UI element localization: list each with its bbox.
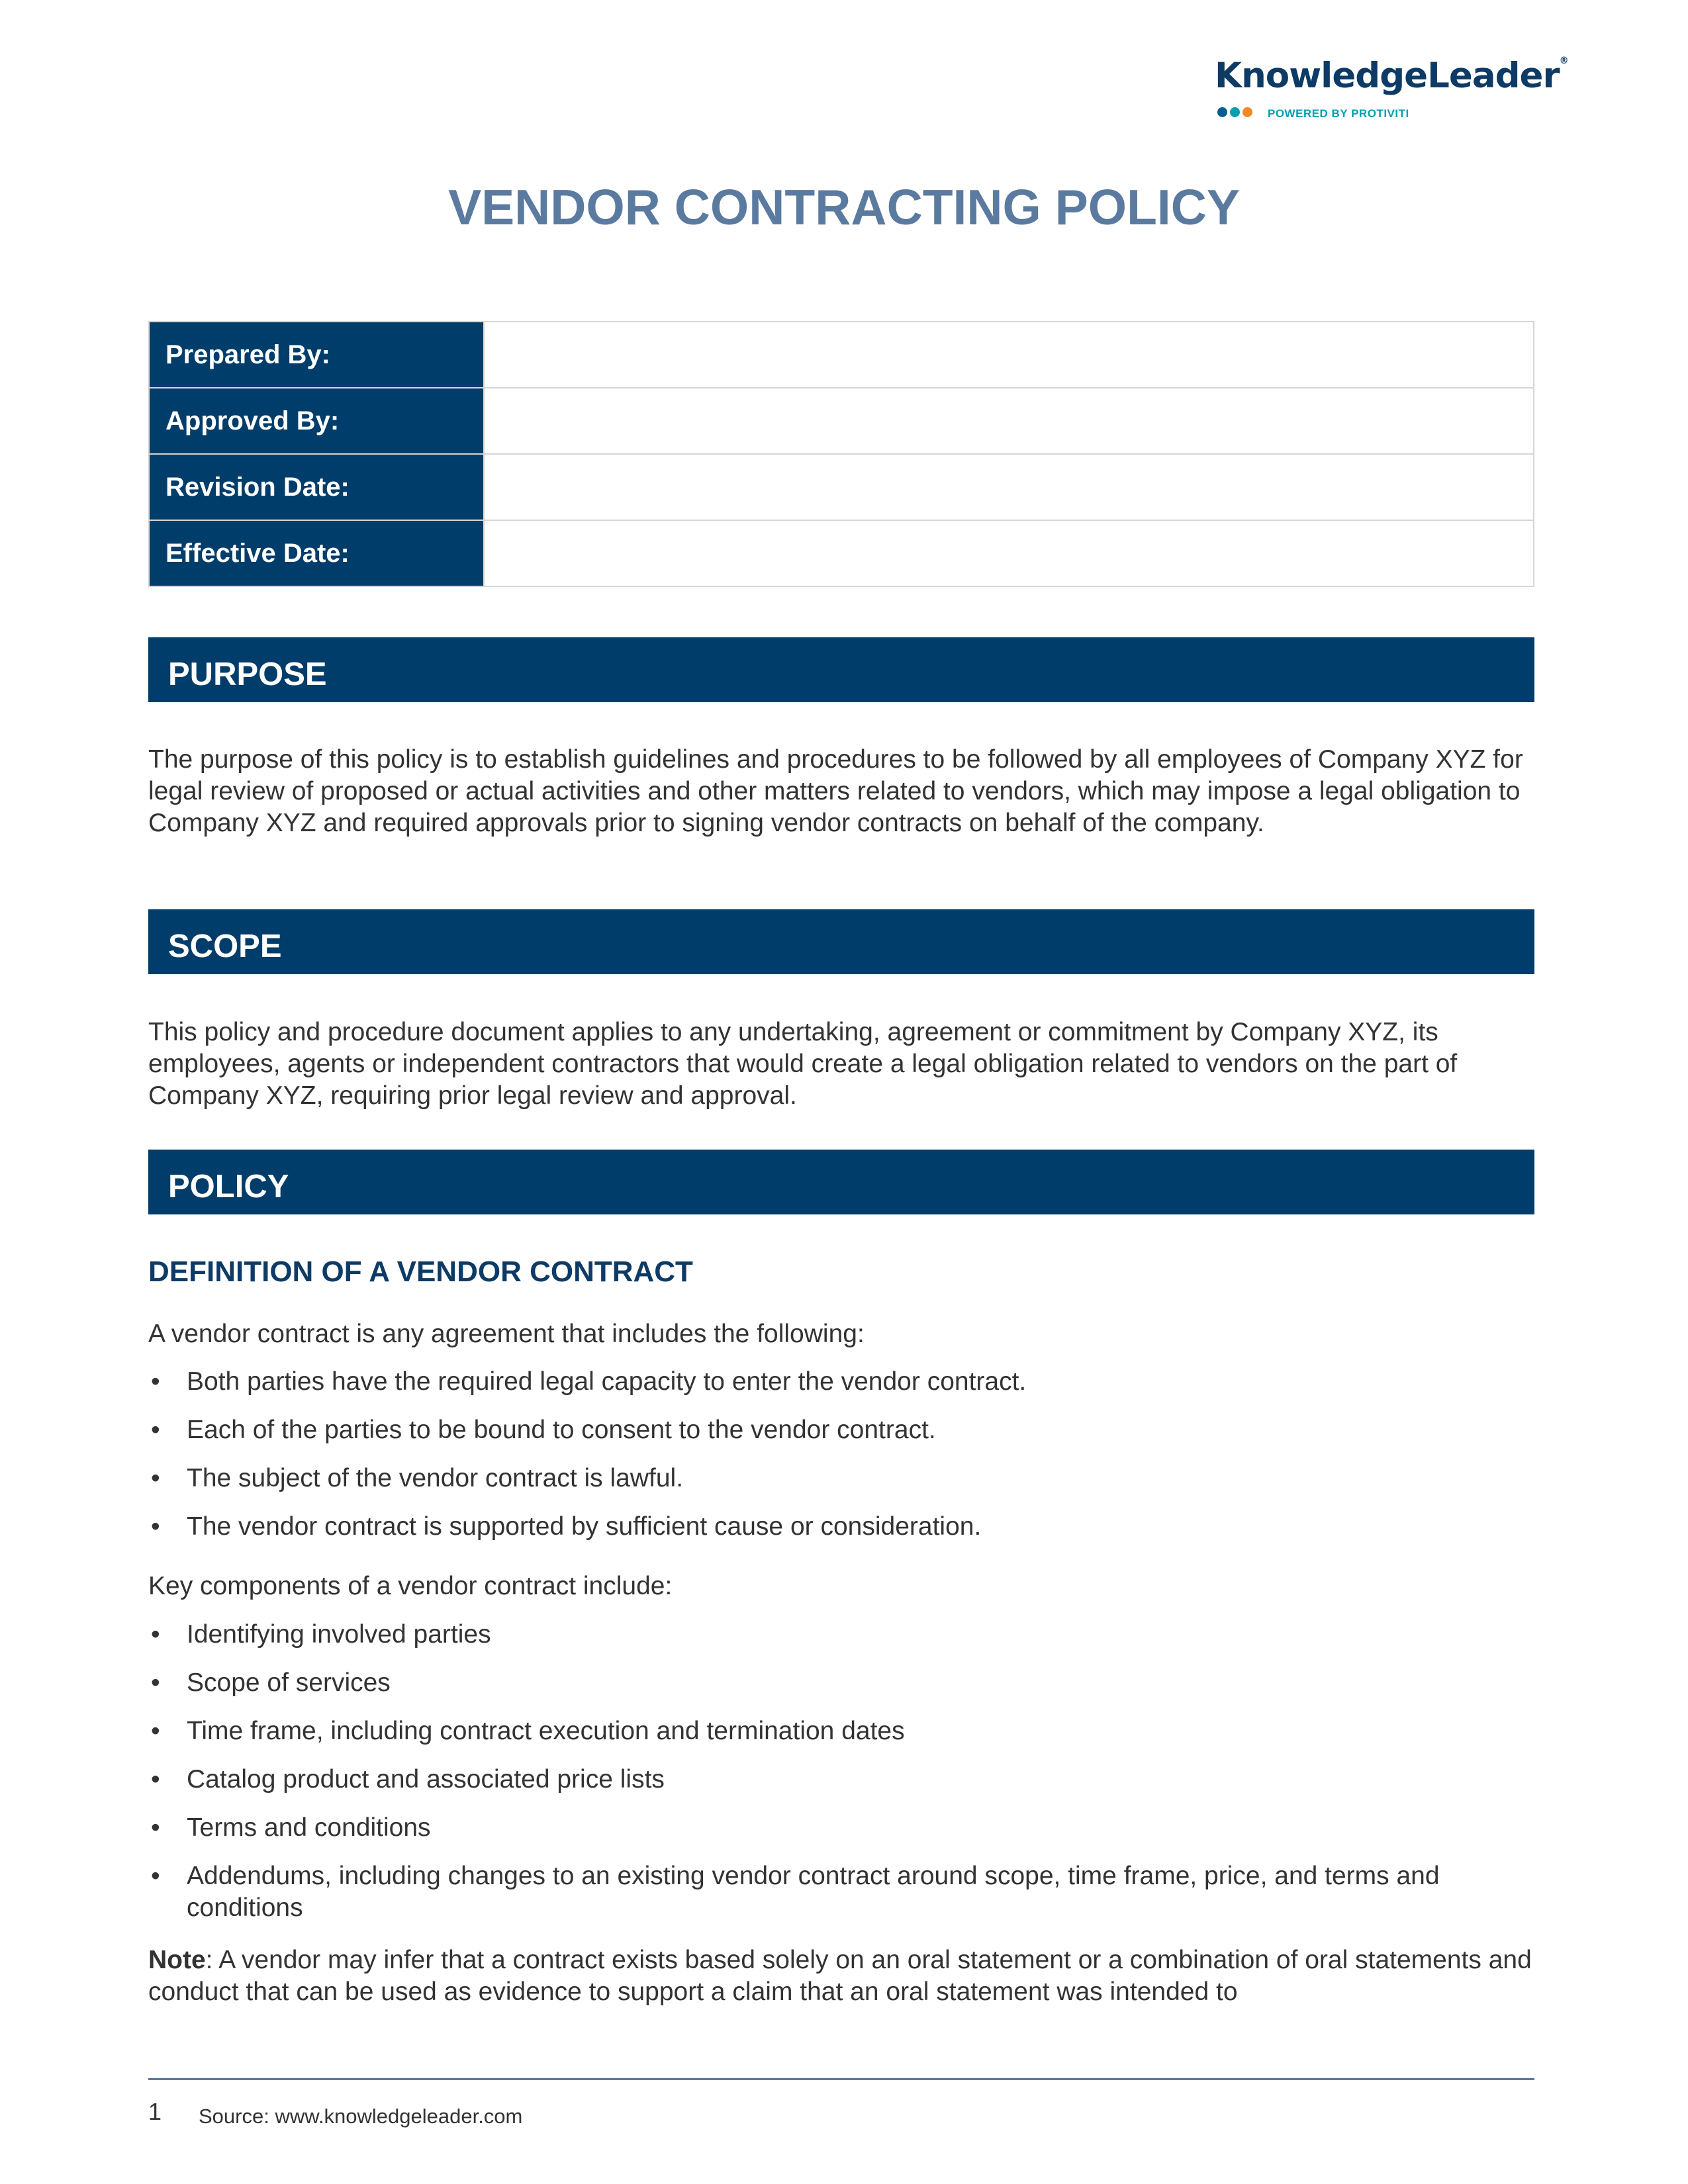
logo-dot bbox=[1230, 107, 1240, 117]
list-item-text: Scope of services bbox=[187, 1668, 391, 1697]
subheading-vendor-contract-definition: DEFINITION OF A VENDOR CONTRACT bbox=[148, 1255, 693, 1288]
info-row-revision-date bbox=[149, 454, 1534, 520]
list-item-text: Identifying involved parties bbox=[187, 1620, 491, 1649]
definition-intro: A vendor contract is any agreement that includes the following: bbox=[148, 1320, 865, 1348]
components-intro: Key components of a vendor contract include: bbox=[148, 1572, 673, 1600]
logo-dots-icon bbox=[1217, 107, 1255, 120]
list-item-text: Catalog product and associated price lists bbox=[187, 1765, 665, 1794]
info-label: Approved By: bbox=[149, 388, 484, 454]
purpose-paragraph: The purpose of this policy is to establish guidelines and procedures to be followed by all employees of Company XYZ for legal review of proposed or actual activities and other matters related to vendors, which may impose a legal obligation to Company XYZ and required approvals prior to signing vendor contracts on behalf of the company. bbox=[148, 745, 1523, 837]
list-item bbox=[148, 1619, 1534, 1651]
list-item-text: Both parties have the required legal capacity to enter the vendor contract. bbox=[187, 1367, 1027, 1396]
note-text: : A vendor may infer that a contract exists based solely on an oral statement or a combination of oral statements and conduct that can be used as evidence to support a claim that an oral statement was intended to bbox=[148, 1946, 1532, 2006]
info-row-effective-date bbox=[149, 520, 1534, 586]
list-item bbox=[148, 1511, 1534, 1543]
bullet-icon: • bbox=[151, 1512, 160, 1541]
bullet-icon: • bbox=[151, 1668, 160, 1697]
list-item bbox=[148, 1812, 1534, 1844]
section-heading-policy: POLICY bbox=[148, 1150, 1534, 1214]
info-row-approved-by bbox=[149, 388, 1534, 454]
list-item bbox=[148, 1860, 1534, 1924]
list-item-text: Each of the parties to be bound to consent to the vendor contract. bbox=[187, 1416, 936, 1444]
info-label: Effective Date: bbox=[149, 520, 484, 586]
logo-registered-mark: ® bbox=[1559, 56, 1568, 66]
list-item bbox=[148, 1414, 1534, 1446]
list-item bbox=[148, 1667, 1534, 1699]
contract-conditions-list bbox=[148, 1366, 1534, 1559]
info-label: Prepared By: bbox=[149, 322, 484, 388]
note-paragraph bbox=[148, 1944, 1532, 2008]
list-item bbox=[148, 1366, 1534, 1398]
list-item bbox=[148, 1715, 1534, 1747]
section-heading-scope: SCOPE bbox=[148, 909, 1534, 974]
note-label: Note bbox=[148, 1946, 206, 1974]
source-note: Source: www.knowledgeleader.com bbox=[199, 2105, 523, 2128]
list-item-text: The subject of the vendor contract is lawful. bbox=[187, 1464, 684, 1492]
bullet-icon: • bbox=[151, 1464, 160, 1492]
bullet-icon: • bbox=[151, 1813, 160, 1842]
bullet-icon: • bbox=[151, 1862, 160, 1890]
list-item bbox=[148, 1764, 1534, 1796]
section-heading-purpose: PURPOSE bbox=[148, 637, 1534, 702]
list-item-text: Terms and conditions bbox=[187, 1813, 431, 1842]
document-title: VENDOR CONTRACTING POLICY bbox=[448, 179, 1240, 235]
bullet-icon: • bbox=[151, 1765, 160, 1794]
info-label: Revision Date: bbox=[149, 454, 484, 520]
logo-dot bbox=[1217, 107, 1227, 117]
bullet-icon: • bbox=[151, 1620, 160, 1649]
logo-tagline: POWERED BY PROTIVITI bbox=[1268, 107, 1409, 120]
footer-divider bbox=[148, 2078, 1534, 2080]
bullet-icon: • bbox=[151, 1717, 160, 1745]
logo-wordmark: KnowledgeLeader bbox=[1215, 56, 1560, 96]
document-info-table bbox=[148, 321, 1534, 587]
list-item-text: Time frame, including contract execution and termination dates bbox=[187, 1717, 905, 1745]
info-value-field[interactable] bbox=[484, 388, 1534, 454]
page-number: 1 bbox=[148, 2098, 162, 2125]
list-item bbox=[148, 1463, 1534, 1494]
bullet-icon: • bbox=[151, 1416, 160, 1444]
bullet-icon: • bbox=[151, 1367, 160, 1396]
scope-paragraph: This policy and procedure document applies to any undertaking, agreement or commitment by Company XYZ, its employees, agents or independent contractors that would create a legal obligation related to vendors on the part of Company XYZ, requiring prior legal review and approval. bbox=[148, 1018, 1458, 1110]
knowledgeleader-logo bbox=[1215, 56, 1568, 122]
list-item-text: Addendums, including changes to an existing vendor contract around scope, time frame, price, and terms and conditions bbox=[187, 1862, 1440, 1922]
info-value-field[interactable] bbox=[484, 520, 1534, 586]
info-value-field[interactable] bbox=[484, 454, 1534, 520]
info-row-prepared-by bbox=[149, 322, 1534, 388]
contract-components-list bbox=[148, 1619, 1534, 1940]
logo-dot bbox=[1243, 107, 1252, 117]
list-item-text: The vendor contract is supported by sufficient cause or consideration. bbox=[187, 1512, 982, 1541]
info-value-field[interactable] bbox=[484, 322, 1534, 388]
